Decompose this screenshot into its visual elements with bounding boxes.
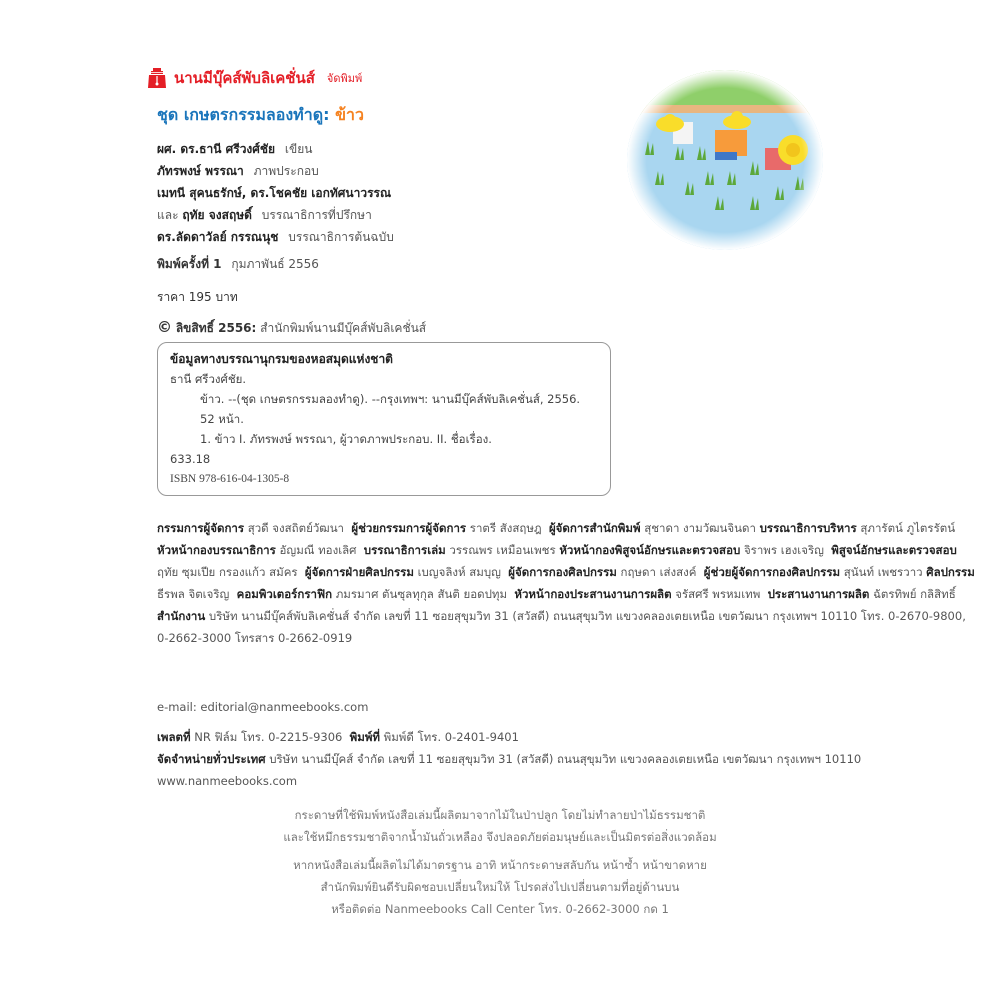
paper-notice-line: กระดาษที่ใช้พิมพ์หนังสือเล่มนี้ผลิตมาจากไม้ในป่าปลูก โดยไม่ทำลายป่าไม้ธรรมชาติ (294, 808, 706, 822)
series-label: ชุด เกษตรกรรมลองทำดู: (157, 105, 330, 124)
staff-name: จิราพร เฮงเจริญ (743, 543, 824, 557)
staff-role: หัวหน้ากองพิสูจน์อักษรและตรวจสอบ (559, 543, 741, 557)
staff-role: หัวหน้ากองประสานงานการผลิต (514, 587, 672, 601)
staff-role: หัวหน้ากองบรรณาธิการ (157, 543, 276, 557)
cip-pages: 52 หน้า. (200, 412, 244, 426)
staff-name: สุวดี จงสถิตย์วัฒนา (247, 521, 345, 535)
staff-name: ภมรมาศ ตันซุลทุกุล สันติ ยอดปทุม (335, 587, 508, 601)
cip-title: ข้อมูลทางบรรณานุกรมของหอสมุดแห่งชาติ (170, 352, 393, 366)
credit-prefix: และ (157, 208, 179, 222)
staff-role: สำนักงาน (157, 609, 206, 623)
credit-line (157, 160, 394, 182)
staff-name: ธีรพล จิตเจริญ (157, 587, 230, 601)
staff-name: เบญจลิงห์ สมบุญ (417, 565, 501, 579)
staff-role: บรรณาธิการเล่ม (363, 543, 446, 557)
cip-isbn: ISBN 978-616-04-1305-8 (170, 473, 290, 485)
credit-role: บรรณาธิการต้นฉบับ (288, 230, 394, 244)
staff-name: วรรณพร เหมือนเพชร (449, 543, 556, 557)
staff-role: ผู้ช่วยผู้จัดการกองศิลปกรรม (703, 565, 841, 579)
credits-list (157, 138, 394, 248)
staff-name: กฤษดา เส่งสงค์ (620, 565, 697, 579)
edition-info (157, 255, 319, 274)
staff-name: จรัสศรี พรหมเทพ (675, 587, 761, 601)
staff-name: บริษัท นานมีบุ๊คส์พับลิเคชั่นส์ จำกัด เลขที่ 11 ซอยสุขุมวิท 31 (สวัสดี) ถนนสุขุมวิท แขวงคลองเตยเหนือ เขตวัฒนา กรุงเทพฯ 10110 โทร. 0-2670-9800, 0-2662-3000 โทรสาร 0-2662-0919 (157, 609, 966, 645)
staff-name: สุชาดา งามวัฒนจินดา (644, 521, 756, 535)
staff-name: ราตรี สังสฤษฎ (469, 521, 542, 535)
staff-role: คอมพิวเตอร์กราฟิก (236, 587, 333, 601)
publisher-header (146, 66, 362, 90)
staff-role: กรรมการผู้จัดการ (157, 521, 245, 535)
credit-line (157, 182, 394, 204)
staff-role: ผู้ช่วยกรรมการผู้จัดการ (351, 521, 467, 535)
distributor-label: จัดจำหน่ายทั่วประเทศ (157, 752, 266, 766)
credit-role: เขียน (284, 142, 313, 156)
defect-notice-line: หรือติดต่อ Nanmeebooks Call Center โทร. 0-2662-3000 กด 1 (331, 902, 669, 916)
staff-role: ศิลปกรรม (926, 565, 975, 579)
staff-list (157, 517, 977, 649)
edition-date: กุมภาพันธ์ 2556 (231, 257, 319, 271)
staff-role: ผู้จัดการกองศิลปกรรม (508, 565, 617, 579)
credit-role: บรรณาธิการที่ปรึกษา (261, 208, 372, 222)
staff-role: บรรณาธิการบริหาร (759, 521, 857, 535)
price: ราคา 195 บาท (157, 290, 238, 304)
cip-title-line: ข้าว. --(ชุด เกษตรกรรมลองทำดู). --กรุงเทพฯ: นานมีบุ๊คส์พับลิเคชั่นส์, 2556. (200, 392, 581, 406)
credit-line (157, 204, 394, 226)
credit-role: ภาพประกอบ (253, 164, 319, 178)
cip-box (157, 342, 611, 496)
credit-name: ฤทัย จงสฤษดิ์ (182, 208, 252, 222)
copyright-holder: สำนักพิมพ์นานมีบุ๊คส์พับลิเคชั่นส์ (260, 321, 427, 335)
staff-name: อัญมณี ทองเลิศ (279, 543, 357, 557)
staff-role: พิสูจน์อักษรและตรวจสอบ (831, 543, 957, 557)
copyright-label: ลิขสิทธิ์ 2556: (175, 321, 257, 335)
notice-block (180, 804, 820, 926)
plate-label: เพลตที่ (157, 730, 191, 744)
credit-name: เมทนี สุคนธรักษ์, ดร.โชคชัย เอกทัศนาวรรณ (157, 186, 392, 200)
distributor-value: บริษัท นานมีบุ๊คส์ จำกัด เลขที่ 11 ซอยสุขุมวิท 31 (สวัสดี) ถนนสุขุมวิท แขวงคลองเตยเหนือ เขตวัฒนา กรุงเทพฯ 10110 www.nanmeebooks.com (157, 752, 862, 788)
distributor-line (157, 748, 977, 792)
production-info (157, 726, 977, 792)
plate-printer-line (157, 726, 977, 748)
rice-planting-illustration (615, 60, 835, 260)
staff-name: สุภารัตน์ ภูไตรรัตน์ (860, 521, 956, 535)
staff-role: ประสานงานการผลิต (767, 587, 870, 601)
credit-line (157, 226, 394, 248)
plate-value: NR ฟิล์ม โทร. 0-2215-9306 (194, 730, 343, 744)
publisher-role: จัดพิมพ์ (326, 72, 363, 85)
defect-notice-line: สำนักพิมพ์ยินดีรับผิดชอบเปลี่ยนใหม่ให้ โปรดส่งไปเปลี่ยนตามที่อยู่ด้านบน (320, 880, 680, 894)
publisher-logo-icon (146, 67, 168, 89)
credit-name: ผศ. ดร.ธานี ศรีวงศ์ชัย (157, 142, 276, 156)
copyright-line (157, 318, 426, 338)
publisher-name: นานมีบุ๊คส์พับลิเคชั่นส์ (174, 69, 315, 87)
paper-notice (180, 804, 820, 848)
copyright-symbol: © (157, 318, 172, 336)
staff-name: ฉัตรทิพย์ กลิสิทธิ์ (873, 587, 956, 601)
edition-label: พิมพ์ครั้งที่ 1 (157, 257, 222, 271)
series-topic: ข้าว (335, 105, 364, 124)
credit-line (157, 138, 394, 160)
staff-name: สุนันท์ เพชรวาว (843, 565, 923, 579)
credit-name: ดร.ลัดดาวัลย์ กรรณนุช (157, 230, 279, 244)
staff-role: ผู้จัดการสำนักพิมพ์ (548, 521, 641, 535)
cip-author: ธานี ศรีวงศ์ชัย. (170, 372, 247, 386)
cip-subjects: 1. ข้าว I. ภัทรพงษ์ พรรณา, ผู้วาดภาพประกอบ. II. ชื่อเรื่อง. (200, 432, 492, 446)
printer-label: พิมพ์ที่ (349, 730, 380, 744)
email-address[interactable]: e-mail: editorial@nanmeebooks.com (157, 700, 369, 714)
staff-role: ผู้จัดการฝ่ายศิลปกรรม (304, 565, 414, 579)
paper-notice-line: และใช้หมึกธรรมชาติจากน้ำมันถั่วเหลือง จึงปลอดภัยต่อมนุษย์และเป็นมิตรต่อสิ่งแวดล้อม (283, 830, 717, 844)
defect-notice-line: หากหนังสือเล่มนี้ผลิตไม่ได้มาตรฐาน อาทิ หน้ากระดาษสลับกัน หน้าซ้ำ หน้าขาดหาย (293, 858, 707, 872)
credit-name: ภัทรพงษ์ พรรณา (157, 164, 244, 178)
series-title (157, 103, 364, 128)
printer-value: พิมพ์ดี โทร. 0-2401-9401 (383, 730, 519, 744)
staff-name: ฤทัย ซุมเปีย กรองแก้ว สมัคร (157, 565, 298, 579)
cip-classification: 633.18 (170, 452, 211, 466)
defect-notice (180, 854, 820, 920)
